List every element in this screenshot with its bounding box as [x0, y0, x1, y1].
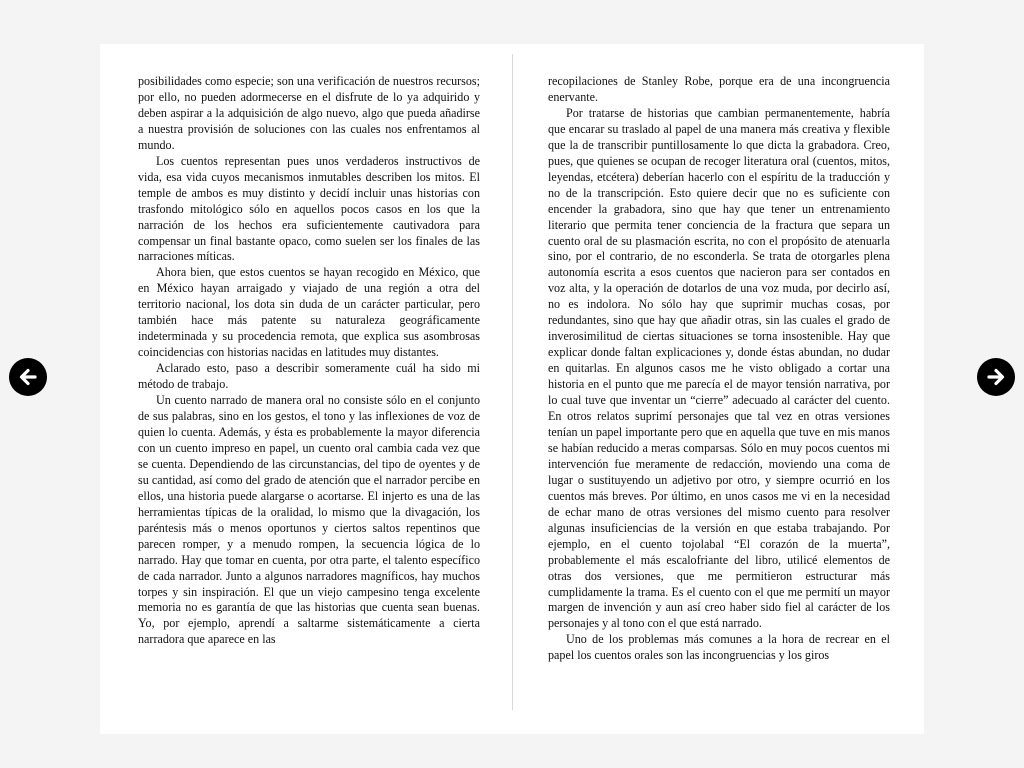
- right-paragraph-1: recopilaciones de Stanley Robe, porque era de una incongruencia enervante.: [548, 74, 890, 104]
- left-page: [138, 74, 480, 648]
- book-spread: [100, 44, 924, 734]
- right-page: [548, 74, 890, 664]
- right-paragraph-2: Por tratarse de historias que cambian permanentemente, habría que encarar su traslado al papel de una manera más creativa y flexible que la de transcribir puntillosamente lo que dicta la grabadora. Creo, pues, que quienes se ocupan de recoger literatura oral (cuentos, mitos, leyendas, etcétera) deberían hacerlo con el espíritu de la traducción y no de la transcripción. Esto quiere decir que no es suficiente con encender la grabadora, sino que hay que tener un entrenamiento literario que permita tener conciencia de la fractura que separa un cuento oral de su plasmación escrita, no con el propósito de atenuarla sino, por el contrario, de no esconderla. Se trata de otorgarles plena autonomía escrita a esos cuentos que nacieron para ser contados en voz alta, y la operación de dotarlos de una voz muda, por decirlo así, no es indolora. No sólo hay que suprimir muchas cosas, por redundantes, sino que hay que añadir otras, sin las cuales el grado de inverosimilitud de ciertas situaciones se torna insostenible. Hay que explicar donde faltan explicaciones y, donde éstas abundan, no dudar en quitarlas. En algunos casos me he visto obligado a cortar una historia en el punto que me parecía el de mayor tensión narrativa, por lo cual tuve que inventar un “cierre” adecuado al carácter del cuento. En otros relatos suprimí personajes que tal vez en otras versiones tenían un papel importante pero que en aquella que tuve en mis manos se habían reducido a meras comparsas. Sólo en muy pocos cuentos mi intervención fue meramente de redacción, moviendo una coma de lugar o sustituyendo un adjetivo por otro, y siempre ocurrió en los cuentos más breves. Por último, en unos casos me vi en la necesidad de echar mano de otras versiones del mismo cuento para resolver algunas insuficiencias de la versión en que estaba trabajando. Por ejemplo, en el cuento tojolabal “El corazón de la muerta”, probablemente el más escalofriante del libro, utilicé elementos de otras dos versiones, que me permitieron estructurar más cumplidamente la trama. Es el cuento con el que me permití un mayor margen de invención y aun así creo haber sido fiel al carácter de los personajes y al tono con el que está narrado.: [548, 105, 890, 631]
- left-paragraph-5: Un cuento narrado de manera oral no consiste sólo en el conjunto de sus palabras, sino en los gestos, el tono y las inflexiones de voz de quien lo cuenta. Además, y ésta es probablemente la mayor diferencia con un cuento impreso en papel, un cuento oral cambia cada vez que se cuenta. Dependiendo de las circunstancias, del tipo de oyentes y de su cantidad, así como del grado de atención que el narrador percibe en ellos, una historia puede alargarse o acortarse. El injerto es una de las herramientas típicas de la oralidad, lo mismo que la divagación, los paréntesis más o menos oportunos y ciertos saltos repentinos que parecen romper, y a menudo rompen, la secuencia lógica de lo narrado. Hay que tomar en cuenta, por otra parte, el talento específico de cada narrador. Junto a algunos narradores magníficos, hay muchos torpes y sin inspiración. El que un viejo campesino tenga excelente memoria no es garantía de que las historias que cuenta sean buenas. Yo, por ejemplo, aprendí a saltarme sistemáticamente a cierta narradora que aparece en las: [138, 393, 480, 647]
- left-paragraph-4: Aclarado esto, paso a describir someramente cuál ha sido mi método de trabajo.: [138, 361, 480, 392]
- arrow-right-icon: [986, 367, 1006, 387]
- right-paragraph-3: Uno de los problemas más comunes a la hora de recrear en el papel los cuentos orales son las incongruencias y los giros: [548, 632, 890, 663]
- previous-page-button[interactable]: [9, 358, 47, 396]
- left-paragraph-2: Los cuentos representan pues unos verdaderos instructivos de vida, esa vida cuyos mecanismos inmutables describen los mitos. El temple de ambos es muy distinto y decidí incluir unas historias con trasfondo mitológico sólo en aquellos pocos casos en los que la narración de los hechos era suficientemente cautivadora para compensar un final bastante opaco, como suelen ser los finales de las narraciones míticas.: [138, 153, 480, 264]
- left-paragraph-1: posibilidades como especie; son una verificación de nuestros recursos; por ello, no pueden adormecerse en el disfrute de lo ya adquirido y deben aspirar a la adquisición de algo nuevo, algo que pueda añadirse a nuestra provisión de soluciones con las cuales nos enfrentamos al mundo.: [138, 74, 480, 152]
- left-paragraph-3: Ahora bien, que estos cuentos se hayan recogido en México, que en México hayan arraigado y viajado de una región a otra del territorio nacional, los dota sin duda de un carácter particular, pero también hace más patente su naturaleza geográficamente indeterminada y su procedencia remota, que explica sus asombrosas coincidencias con historias nacidas en latitudes muy distantes.: [138, 265, 480, 360]
- next-page-button[interactable]: [977, 358, 1015, 396]
- arrow-left-icon: [18, 367, 38, 387]
